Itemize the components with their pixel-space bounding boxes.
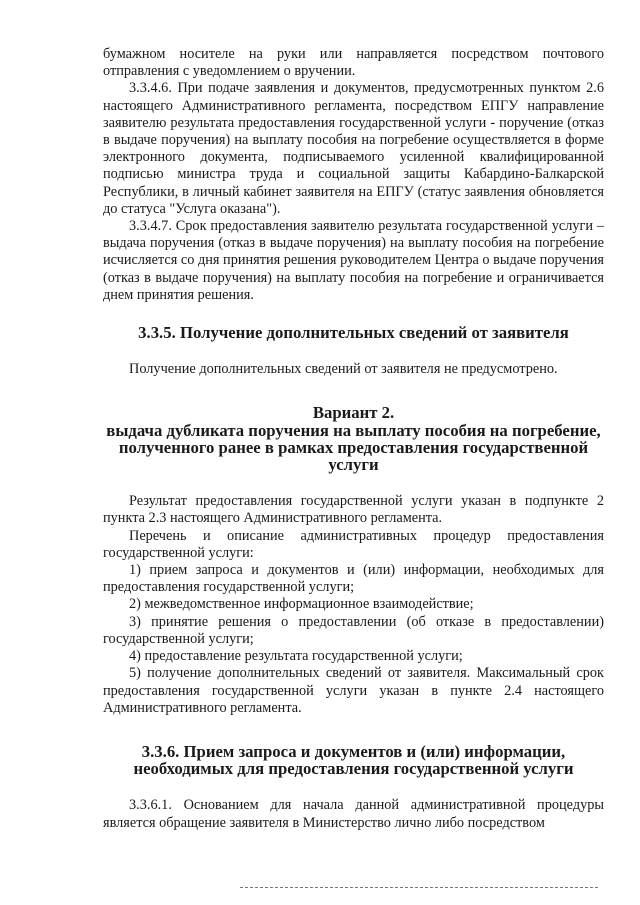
heading-3-3-5: 3.3.5. Получение дополнительных сведений от заявителя — [138, 323, 569, 343]
list-item-2: 2) межведомственное информационное взаимодействие; — [129, 596, 474, 613]
list-item-3: 3) принятие решения о предоставлении (об отказе в предоставлении) государственной услуги; — [103, 613, 604, 647]
paragraph-procedures-list-intro: Перечень и описание административных процедур предоставления государственной услуги: — [103, 527, 604, 561]
paragraph-3-3-4-6: 3.3.4.6. При подаче заявления и документов, предусмотренных пунктом 2.6 настоящего Административного регламента, посредством ЕПГУ направление заявителю результата предоставления государственной услуги - поручение (отказ в выдаче поручения) на выплату пособия на погребение осуществляется в форме электронного документа, подписываемого усиленной квалифицированной подписью министра труда и социальной защиты Кабардино-Балкарской Республики, в личный кабинет заявителя на ЕПГУ (статус заявления обновляется до статуса "Услуга оказана"). — [103, 80, 604, 217]
heading-variant-2: Вариант 2. — [312, 403, 395, 423]
list-item-5: 5) получение дополнительных сведений от заявителя. Максимальный срок предоставления государственной услуги указан в пункте 2.4 настоящего Административного регламента. — [103, 665, 604, 716]
list-item-4: 4) предоставление результата государственной услуги; — [129, 648, 463, 665]
heading-variant-2-subtitle-line2: полученного ранее в рамках предоставления государственной услуги — [118, 437, 589, 475]
paragraph-result-reference: Результат предоставления государственной услуги указан в подпункте 2 пункта 2.3 настоящего Административного регламента. — [103, 493, 604, 527]
list-item-1: 1) прием запроса и документов и (или) информации, необходимых для предоставления государственной услуги; — [103, 562, 604, 596]
heading-3-3-6-line2: необходимых для предоставления государственной услуги — [133, 759, 574, 779]
paragraph-no-additional-info: Получение дополнительных сведений от заявителя не предусмотрено. — [129, 361, 558, 378]
paragraph-postal-delivery: бумажном носителе на руки или направляется посредством почтового отправления с уведомлением о вручении. — [103, 46, 604, 80]
heading-3-3-6-line1: 3.3.6. Прием запроса и документов и (или) информации, — [141, 741, 566, 761]
footer-divider — [240, 887, 598, 888]
paragraph-3-3-6-1: 3.3.6.1. Основанием для начала данной административной процедуры является обращение заявителя в Министерство лично либо посредством — [103, 797, 604, 831]
heading-variant-2-subtitle-line1: выдача дубликата поручения на выплату пособия на погребение, — [106, 420, 601, 440]
paragraph-3-3-4-7: 3.3.4.7. Срок предоставления заявителю результата государственной услуги – выдача поручения (отказ в выдаче поручения) на выплату пособия на погребение исчисляется со дня принятия решения руководителем Центра о выдаче поручения (отказ в выдаче поручения) на выплату пособия на погребение и ограничивается днем принятия решения. — [103, 218, 604, 303]
